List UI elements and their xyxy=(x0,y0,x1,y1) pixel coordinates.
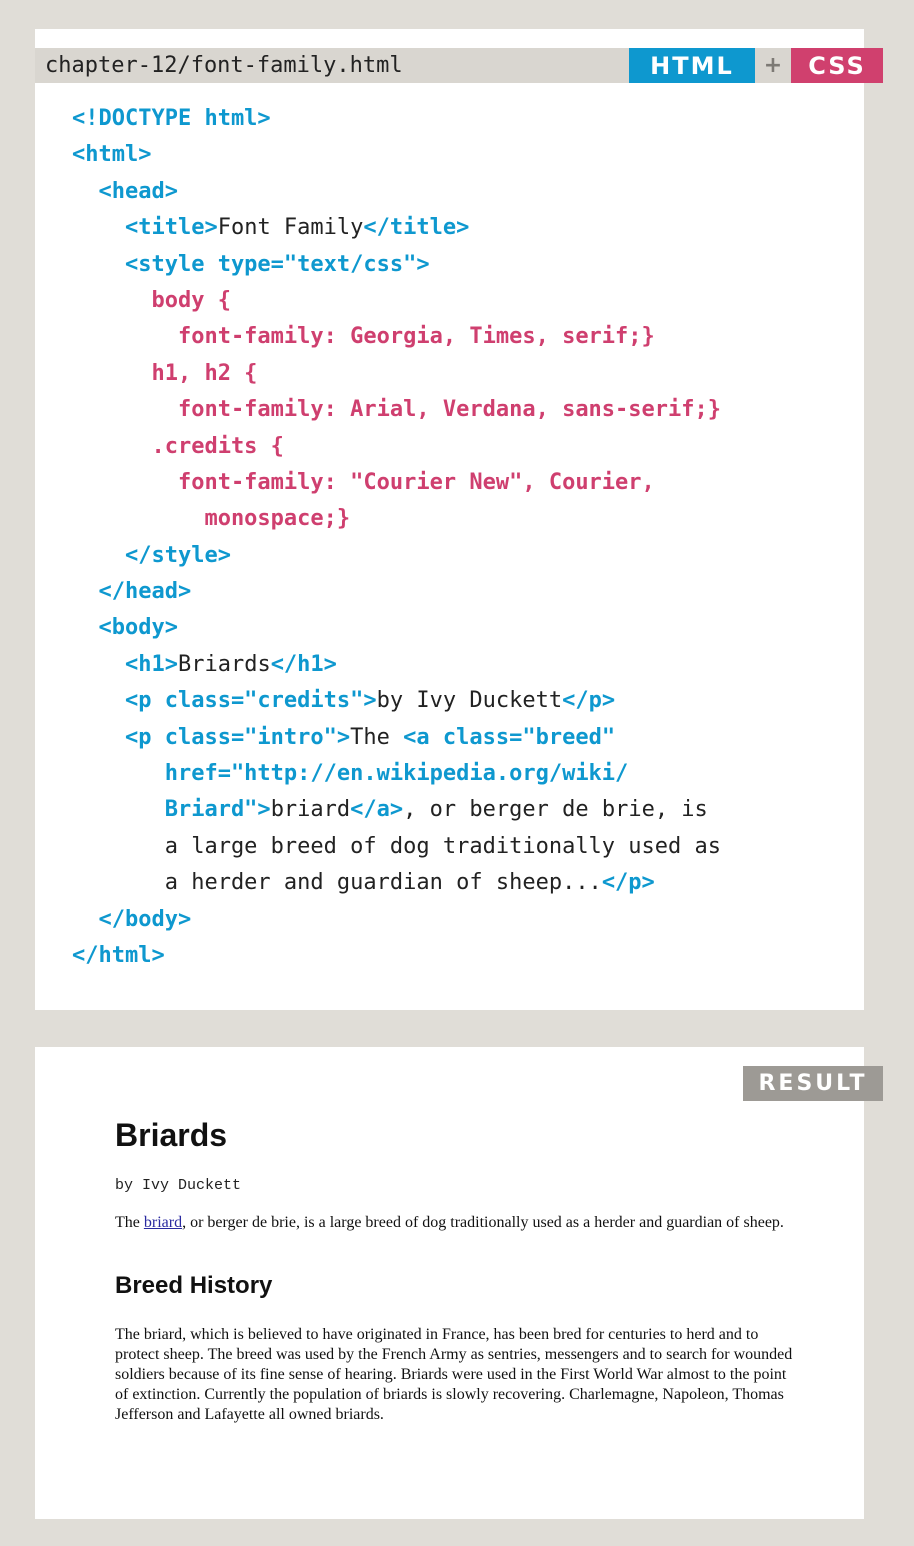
breed-link[interactable]: briard xyxy=(143,1214,183,1231)
code-token: briard xyxy=(270,797,351,823)
code-token: <a class="breed" xyxy=(403,724,616,750)
result-panel xyxy=(35,1047,868,1519)
result-intro xyxy=(115,1213,795,1233)
code-line xyxy=(72,465,721,501)
code-line xyxy=(72,610,721,646)
code-token: <!DOCTYPE html> xyxy=(72,106,271,131)
code-line xyxy=(72,829,721,865)
code-token: <style type="text/css"> xyxy=(72,251,430,277)
result-tag: RESULT xyxy=(743,1066,883,1101)
code-token: <title> xyxy=(72,215,218,241)
code-token: a herder and guardian of sheep... xyxy=(72,870,602,896)
code-token: </h1> xyxy=(270,651,337,677)
result-heading: Briards xyxy=(115,1117,228,1153)
code-line xyxy=(72,137,721,173)
code-token: font-family: Arial, Verdana, sans-serif;} xyxy=(72,397,722,423)
intro-text-before: The xyxy=(115,1214,144,1231)
code-token: font-family: Georgia, Times, serif;} xyxy=(72,324,655,350)
code-token: a large breed of dog traditionally used as xyxy=(72,833,722,859)
code-token: Briard"> xyxy=(72,797,271,823)
intro-text-after: , or berger de brie, is a large breed of dog traditionally used as a herder and guardian of sheep. xyxy=(182,1214,784,1231)
code-line xyxy=(72,356,721,392)
code-token: <h1> xyxy=(72,651,178,677)
code-token: </html> xyxy=(72,942,165,968)
code-line xyxy=(72,756,721,792)
result-credits: by Ivy Duckett xyxy=(115,1177,242,1194)
code-token: .credits { xyxy=(72,433,284,459)
code-line xyxy=(72,392,721,428)
code-line xyxy=(72,319,721,355)
code-token: </head> xyxy=(72,579,192,605)
code-token: <html> xyxy=(72,142,152,168)
code-line xyxy=(72,210,721,246)
code-token: <head> xyxy=(72,178,178,204)
code-token: Briards xyxy=(177,651,271,677)
code-token: h1, h2 { xyxy=(72,360,258,386)
code-token: by Ivy Duckett xyxy=(376,688,563,714)
code-token: The xyxy=(350,724,404,750)
code-line xyxy=(72,247,721,283)
code-line xyxy=(72,792,721,828)
plus-sign: + xyxy=(763,53,783,78)
code-line xyxy=(72,501,721,537)
result-paragraph: The briard, which is believed to have originated in France, has been bred for centuries to herd and to protect sheep. The breed was used by the French Army as sentries, messengers and to search for wounded soldiers because of its fine sense of hearing. Briards were used in the First World War almost to the point of extinction. Currently the population of briards is slowly recovering. Charlemagne, Napoleon, Thomas Jefferson and Lafayette all owned briards. xyxy=(115,1326,793,1423)
code-line xyxy=(72,283,721,319)
code-token: Font Family xyxy=(217,215,364,241)
code-token: </a> xyxy=(350,797,404,823)
code-line xyxy=(72,174,721,210)
code-line xyxy=(72,429,721,465)
code-token: <body> xyxy=(72,615,178,641)
code-token: <p class="credits"> xyxy=(72,688,377,714)
code-block xyxy=(72,101,721,974)
code-token: <p class="intro"> xyxy=(72,724,351,750)
file-name: chapter-12/font-family.html xyxy=(45,53,403,78)
file-bar xyxy=(35,48,864,83)
html-tag: HTML xyxy=(629,48,755,83)
code-token: monospace;} xyxy=(72,506,351,532)
code-token: href="http://en.wikipedia.org/wiki/ xyxy=(72,761,629,787)
code-line xyxy=(72,902,721,938)
code-line xyxy=(72,865,721,901)
code-token: body { xyxy=(72,287,231,313)
code-line xyxy=(72,720,721,756)
code-token: , or berger de brie, is xyxy=(403,797,708,823)
code-line xyxy=(72,574,721,610)
code-line xyxy=(72,538,721,574)
code-token: </body> xyxy=(72,906,192,932)
code-line xyxy=(72,101,721,137)
code-token: </p> xyxy=(601,870,655,896)
code-token: </p> xyxy=(562,688,616,714)
code-token: font-family: "Courier New", Courier, xyxy=(72,469,655,495)
code-token: </title> xyxy=(363,215,470,241)
code-line xyxy=(72,647,721,683)
css-tag: CSS xyxy=(791,48,883,83)
code-line xyxy=(72,683,721,719)
code-token: </style> xyxy=(72,542,231,568)
result-subheading: Breed History xyxy=(115,1272,273,1299)
code-line xyxy=(72,938,721,974)
code-panel xyxy=(35,29,864,1010)
